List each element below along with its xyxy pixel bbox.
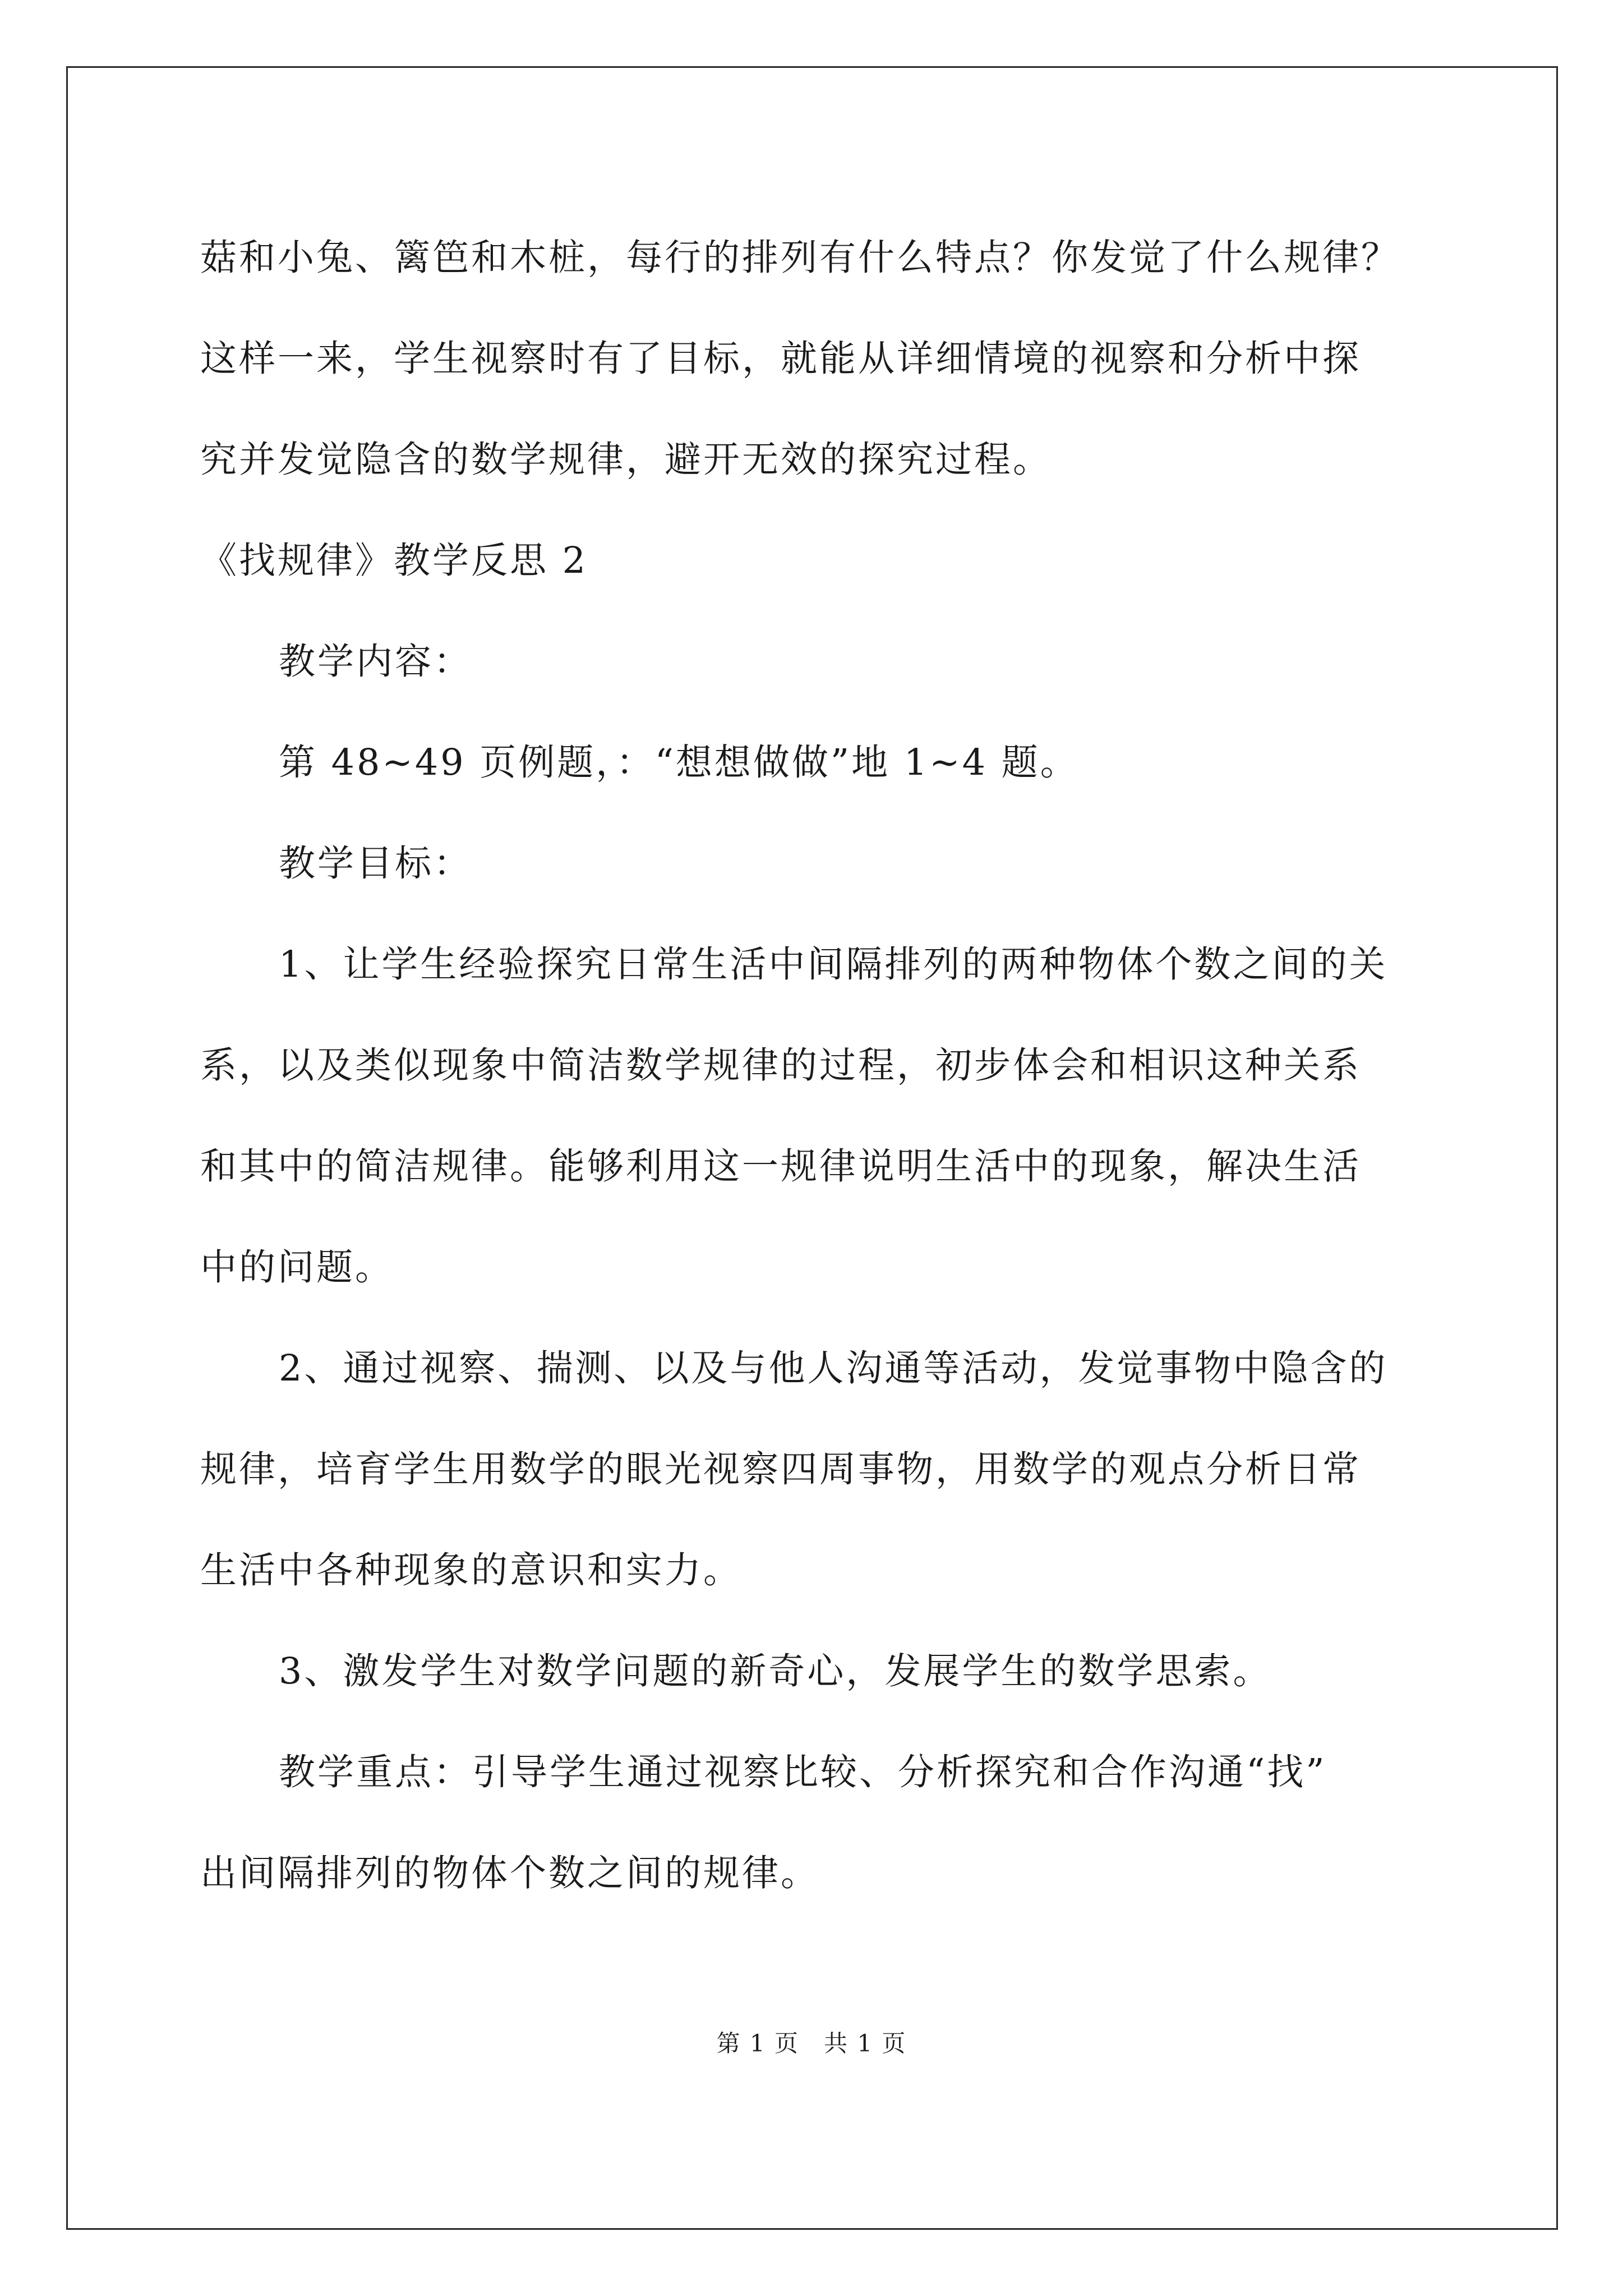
paragraph-line: 规律，培育学生用数学的眼光视察四周事物，用数学的观点分析日常	[200, 1448, 1362, 1490]
paragraph-line: 教学目标：	[279, 843, 473, 885]
paragraph-line: 菇和小兔、篱笆和木桩，每行的排列有什么特点？你发觉了什么规律？	[200, 237, 1400, 279]
paragraph-line: 生活中各种现象的意识和实力。	[200, 1549, 743, 1591]
paragraph-line: 第 48~49 页例题，：“想想做做”地 1~4 题。	[279, 742, 1079, 784]
paragraph-line: 出间隔排列的物体个数之间的规律。	[200, 1852, 820, 1894]
paragraph-line: 教学内容：	[279, 641, 473, 683]
paragraph-line: 教学重点：引导学生通过视察比较、分析探究和合作沟通“找”	[279, 1751, 1327, 1793]
paragraph-line: 究并发觉隐含的数学规律，避开无效的探究过程。	[200, 439, 1052, 481]
paragraph-line: 和其中的简洁规律。能够利用这一规律说明生活中的现象，解决生活	[200, 1145, 1362, 1188]
section-heading: 《找规律》教学反思 2	[200, 540, 588, 582]
document-body	[200, 208, 1468, 1924]
page-footer: 第 1 页 共 1 页	[716, 2030, 907, 2057]
paragraph-line: 2、通过视察、揣测、以及与他人沟通等活动，发觉事物中隐含的	[279, 1347, 1388, 1389]
paragraph-line: 系，以及类似现象中简洁数学规律的过程，初步体会和相识这种关系	[200, 1045, 1362, 1087]
paragraph-line: 1、让学生经验探究日常生活中间隔排列的两种物体个数之间的关	[279, 944, 1388, 986]
paragraph-line: 中的问题。	[200, 1246, 394, 1289]
paragraph-line: 3、激发学生对数学问题的新奇心，发展学生的数学思索。	[279, 1650, 1272, 1692]
paragraph-line: 这样一来，学生视察时有了目标，就能从详细情境的视察和分析中探	[200, 338, 1362, 380]
